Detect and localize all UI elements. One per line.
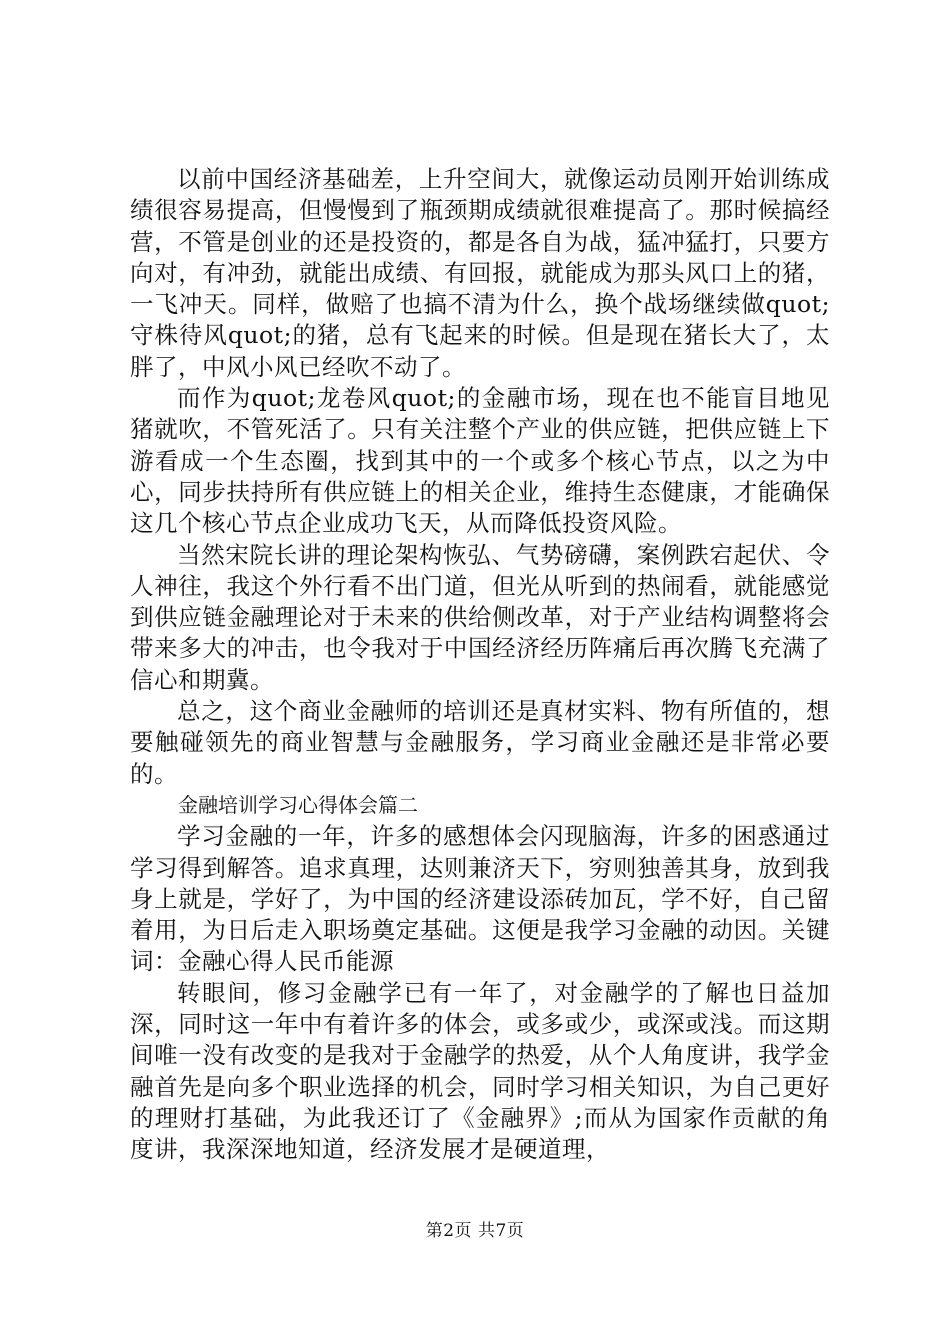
document-body <box>130 164 830 1166</box>
section-heading: 金融培训学习心得体会篇二 <box>178 792 418 817</box>
paragraph: 转眼间，修习金融学已有一年了，对金融学的了解也日益加深，同时这一年中有着许多的体会，或多或少，或深或浅。而这期间唯一没有改变的是我对于金融学的热爱，从个人角度讲，我学金融首先是向多个职业选择的机会，同时学习相关知识，为自己更好的理财打基础，为此我还订了《金融界》;而从为国家作贡献的角度讲，我深深地知道，经济发展才是硬道理， <box>130 978 830 1164</box>
paragraph: 而作为quot;龙卷风quot;的金融市场，现在也不能盲目地见猪就吹，不管死活了。只有关注整个产业的供应链，把供应链上下游看成一个生态圈，找到其中的一个或多个核心节点，以之为中心，同步扶持所有供应链上的相关企业，维持生态健康，才能确保这几个核心节点企业成功飞天，从而降低投资风险。 <box>130 384 830 538</box>
paragraph: 当然宋院长讲的理论架构恢弘、气势磅礴，案例跌宕起伏、令人神往，我这个外行看不出门道，但光从听到的热闹看，就能感觉到供应链金融理论对于未来的供给侧改革，对于产业结构调整将会带来多大的冲击，也令我对于中国经济经历阵痛后再次腾飞充满了信心和期冀。 <box>130 540 830 694</box>
paragraph: 以前中国经济基础差，上升空间大，就像运动员刚开始训练成绩很容易提高，但慢慢到了瓶颈期成绩就很难提高了。那时候搞经营，不管是创业的还是投资的，都是各自为战，猛冲猛打，只要方向对，有冲劲，就能出成绩、有回报，就能成为那头风口上的猪，一飞冲天。同样，做赔了也搞不清为什么，换个战场继续做quot;守株待风quot;的猪，总有飞起来的时候。但是现在猪长大了，太胖了，中风小风已经吹不动了。 <box>130 165 830 381</box>
paragraph: 学习金融的一年，许多的感想体会闪现脑海，许多的困惑通过学习得到解答。追求真理，达则兼济天下，穷则独善其身，放到我身上就是，学好了，为中国的经济建设添砖加瓦，学不好，自己留着用，为日后走入职场奠定基础。这便是我学习金融的动因。关键词：金融心得人民币能源 <box>130 822 830 976</box>
paragraph: 总之，这个商业金融师的培训还是真材实料、物有所值的，想要触碰领先的商业智慧与金融服务，学习商业金融还是非常必要的。 <box>130 697 830 788</box>
page-footer: 第2页 共7页 <box>425 1221 525 1241</box>
